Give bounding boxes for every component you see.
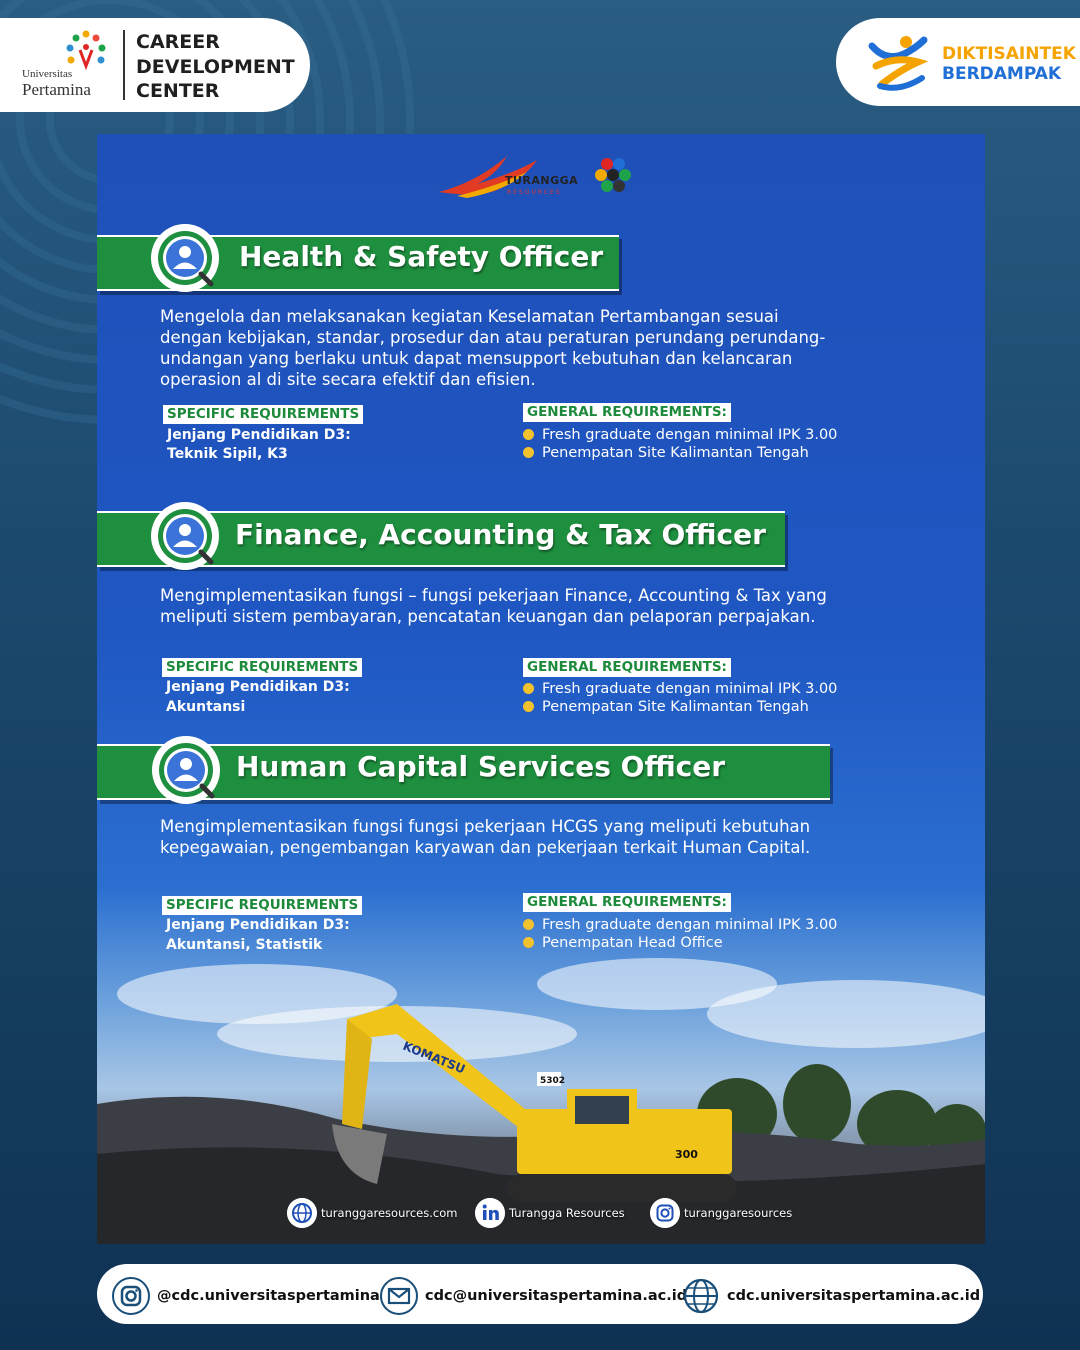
excavator-model: 300 xyxy=(675,1148,698,1161)
poster-linkedin-text: Turangga Resources xyxy=(509,1206,625,1220)
general-item xyxy=(523,680,837,698)
contact-footer xyxy=(97,1264,983,1324)
general-item-text: Fresh graduate dengan minimal IPK 3.00 xyxy=(542,917,838,933)
mail-icon xyxy=(379,1276,419,1316)
check-bullet-icon xyxy=(523,429,534,440)
university-name: Pertamina xyxy=(22,80,91,99)
diktisaintek-logo xyxy=(866,32,930,94)
header-divider xyxy=(123,30,125,100)
general-item xyxy=(523,698,809,716)
candidate-search-icon xyxy=(150,734,222,806)
general-item xyxy=(523,934,723,952)
job-description-1: Mengelola dan melaksanakan kegiatan Keselamatan Pertambangan sesuai dengan kebijakan, standar, prosedur dan atau peraturan perundang perundang-undangan yang berlaku untuk dapat mensupport kebutuhan dan kelancaran operasion al di site secara efektif dan efisien. xyxy=(160,307,826,389)
cdc-title-line-3: CENTER xyxy=(136,80,220,102)
general-requirements-label-2: GENERAL REQUIREMENTS: xyxy=(523,658,731,677)
footer-instagram-link[interactable] xyxy=(111,1276,380,1316)
job-poster xyxy=(97,134,985,1244)
globe-icon xyxy=(681,1276,721,1316)
check-bullet-icon xyxy=(523,937,534,948)
footer-email-link[interactable] xyxy=(379,1276,687,1316)
general-requirements-label-3: GENERAL REQUIREMENTS: xyxy=(523,893,731,912)
instagram-icon xyxy=(650,1198,680,1228)
poster-instagram-text: turanggaresources xyxy=(684,1206,793,1220)
footer-website-link[interactable] xyxy=(681,1276,980,1316)
excavator-number: 5302 xyxy=(540,1076,566,1086)
general-item xyxy=(523,916,837,934)
cdc-title-line-2: DEVELOPMENT xyxy=(136,55,295,78)
general-item-text: Penempatan Site Kalimantan Tengah xyxy=(542,699,809,715)
specific-education-2: Jenjang Pendidikan D3: xyxy=(166,679,350,695)
linkedin-icon xyxy=(475,1198,505,1228)
general-item xyxy=(523,426,837,444)
job-description-3: Mengimplementasikan fungsi fungsi pekerjaan HCGS yang meliputi kebutuhan kepegawaian, pengembangan karyawan dan pekerjaan terkait Human Capital. xyxy=(160,817,811,857)
diktisaintek-line-2: BERDAMPAK xyxy=(942,64,1062,84)
globe-icon xyxy=(287,1198,317,1228)
candidate-search-icon xyxy=(149,222,221,294)
check-bullet-icon xyxy=(523,919,534,930)
poster-instagram-link[interactable] xyxy=(650,1198,792,1228)
poster-website-text: turanggaresources.com xyxy=(321,1206,458,1220)
cdc-title xyxy=(136,30,295,104)
diktisaintek-pill xyxy=(836,18,1080,106)
general-requirements-label-1: GENERAL REQUIREMENTS: xyxy=(523,403,731,422)
specific-requirements-label-2: SPECIFIC REQUIREMENTS xyxy=(162,658,362,677)
university-label: Universitas xyxy=(22,68,73,80)
footer-email-text: cdc@universitaspertamina.ac.id xyxy=(425,1288,688,1304)
cdc-title-line-1: CAREER xyxy=(136,31,220,53)
job-description-2: Mengimplementasikan fungsi – fungsi pekerjaan Finance, Accounting & Tax yang meliputi sistem pembayaran, pencatatan keuangan dan pelaporan perpajakan. xyxy=(160,586,827,626)
check-bullet-icon xyxy=(523,447,534,458)
check-bullet-icon xyxy=(523,701,534,712)
job-title-1: Health & Safety Officer xyxy=(239,240,604,273)
excavator-brand: KOMATSU xyxy=(400,1038,468,1077)
specific-major-2: Akuntansi xyxy=(166,699,246,715)
job-title-3: Human Capital Services Officer xyxy=(236,750,726,783)
general-item-text: Penempatan Site Kalimantan Tengah xyxy=(542,445,809,461)
specific-major-1: Teknik Sipil, K3 xyxy=(167,446,288,462)
specific-requirements-label-1: SPECIFIC REQUIREMENTS xyxy=(163,405,363,424)
cdc-header-pill xyxy=(0,18,310,112)
poster-website-link[interactable] xyxy=(287,1198,457,1228)
specific-education-1: Jenjang Pendidikan D3: xyxy=(167,427,351,443)
specific-requirements-label-3: SPECIFIC REQUIREMENTS xyxy=(162,896,362,915)
specific-education-3: Jenjang Pendidikan D3: xyxy=(166,917,350,933)
turangga-name: TURANGGA xyxy=(505,174,579,187)
specific-major-3: Akuntansi, Statistik xyxy=(166,937,323,953)
check-bullet-icon xyxy=(523,683,534,694)
candidate-search-icon xyxy=(149,500,221,572)
general-item-text: Fresh graduate dengan minimal IPK 3.00 xyxy=(542,681,838,697)
general-item-text: Penempatan Head Office xyxy=(542,935,723,951)
job-title-2: Finance, Accounting & Tax Officer xyxy=(235,518,766,551)
turangga-subtitle: RESOURCES xyxy=(507,189,562,196)
general-item xyxy=(523,444,809,462)
footer-instagram-text: @cdc.universitaspertamina xyxy=(157,1288,380,1304)
diktisaintek-line-1: DIKTISAINTEK xyxy=(942,44,1076,64)
general-item-text: Fresh graduate dengan minimal IPK 3.00 xyxy=(542,427,838,443)
footer-website-text: cdc.universitaspertamina.ac.id xyxy=(727,1288,981,1304)
instagram-icon xyxy=(111,1276,151,1316)
diktisaintek-text xyxy=(942,44,1076,84)
poster-linkedin-link[interactable] xyxy=(475,1198,625,1228)
